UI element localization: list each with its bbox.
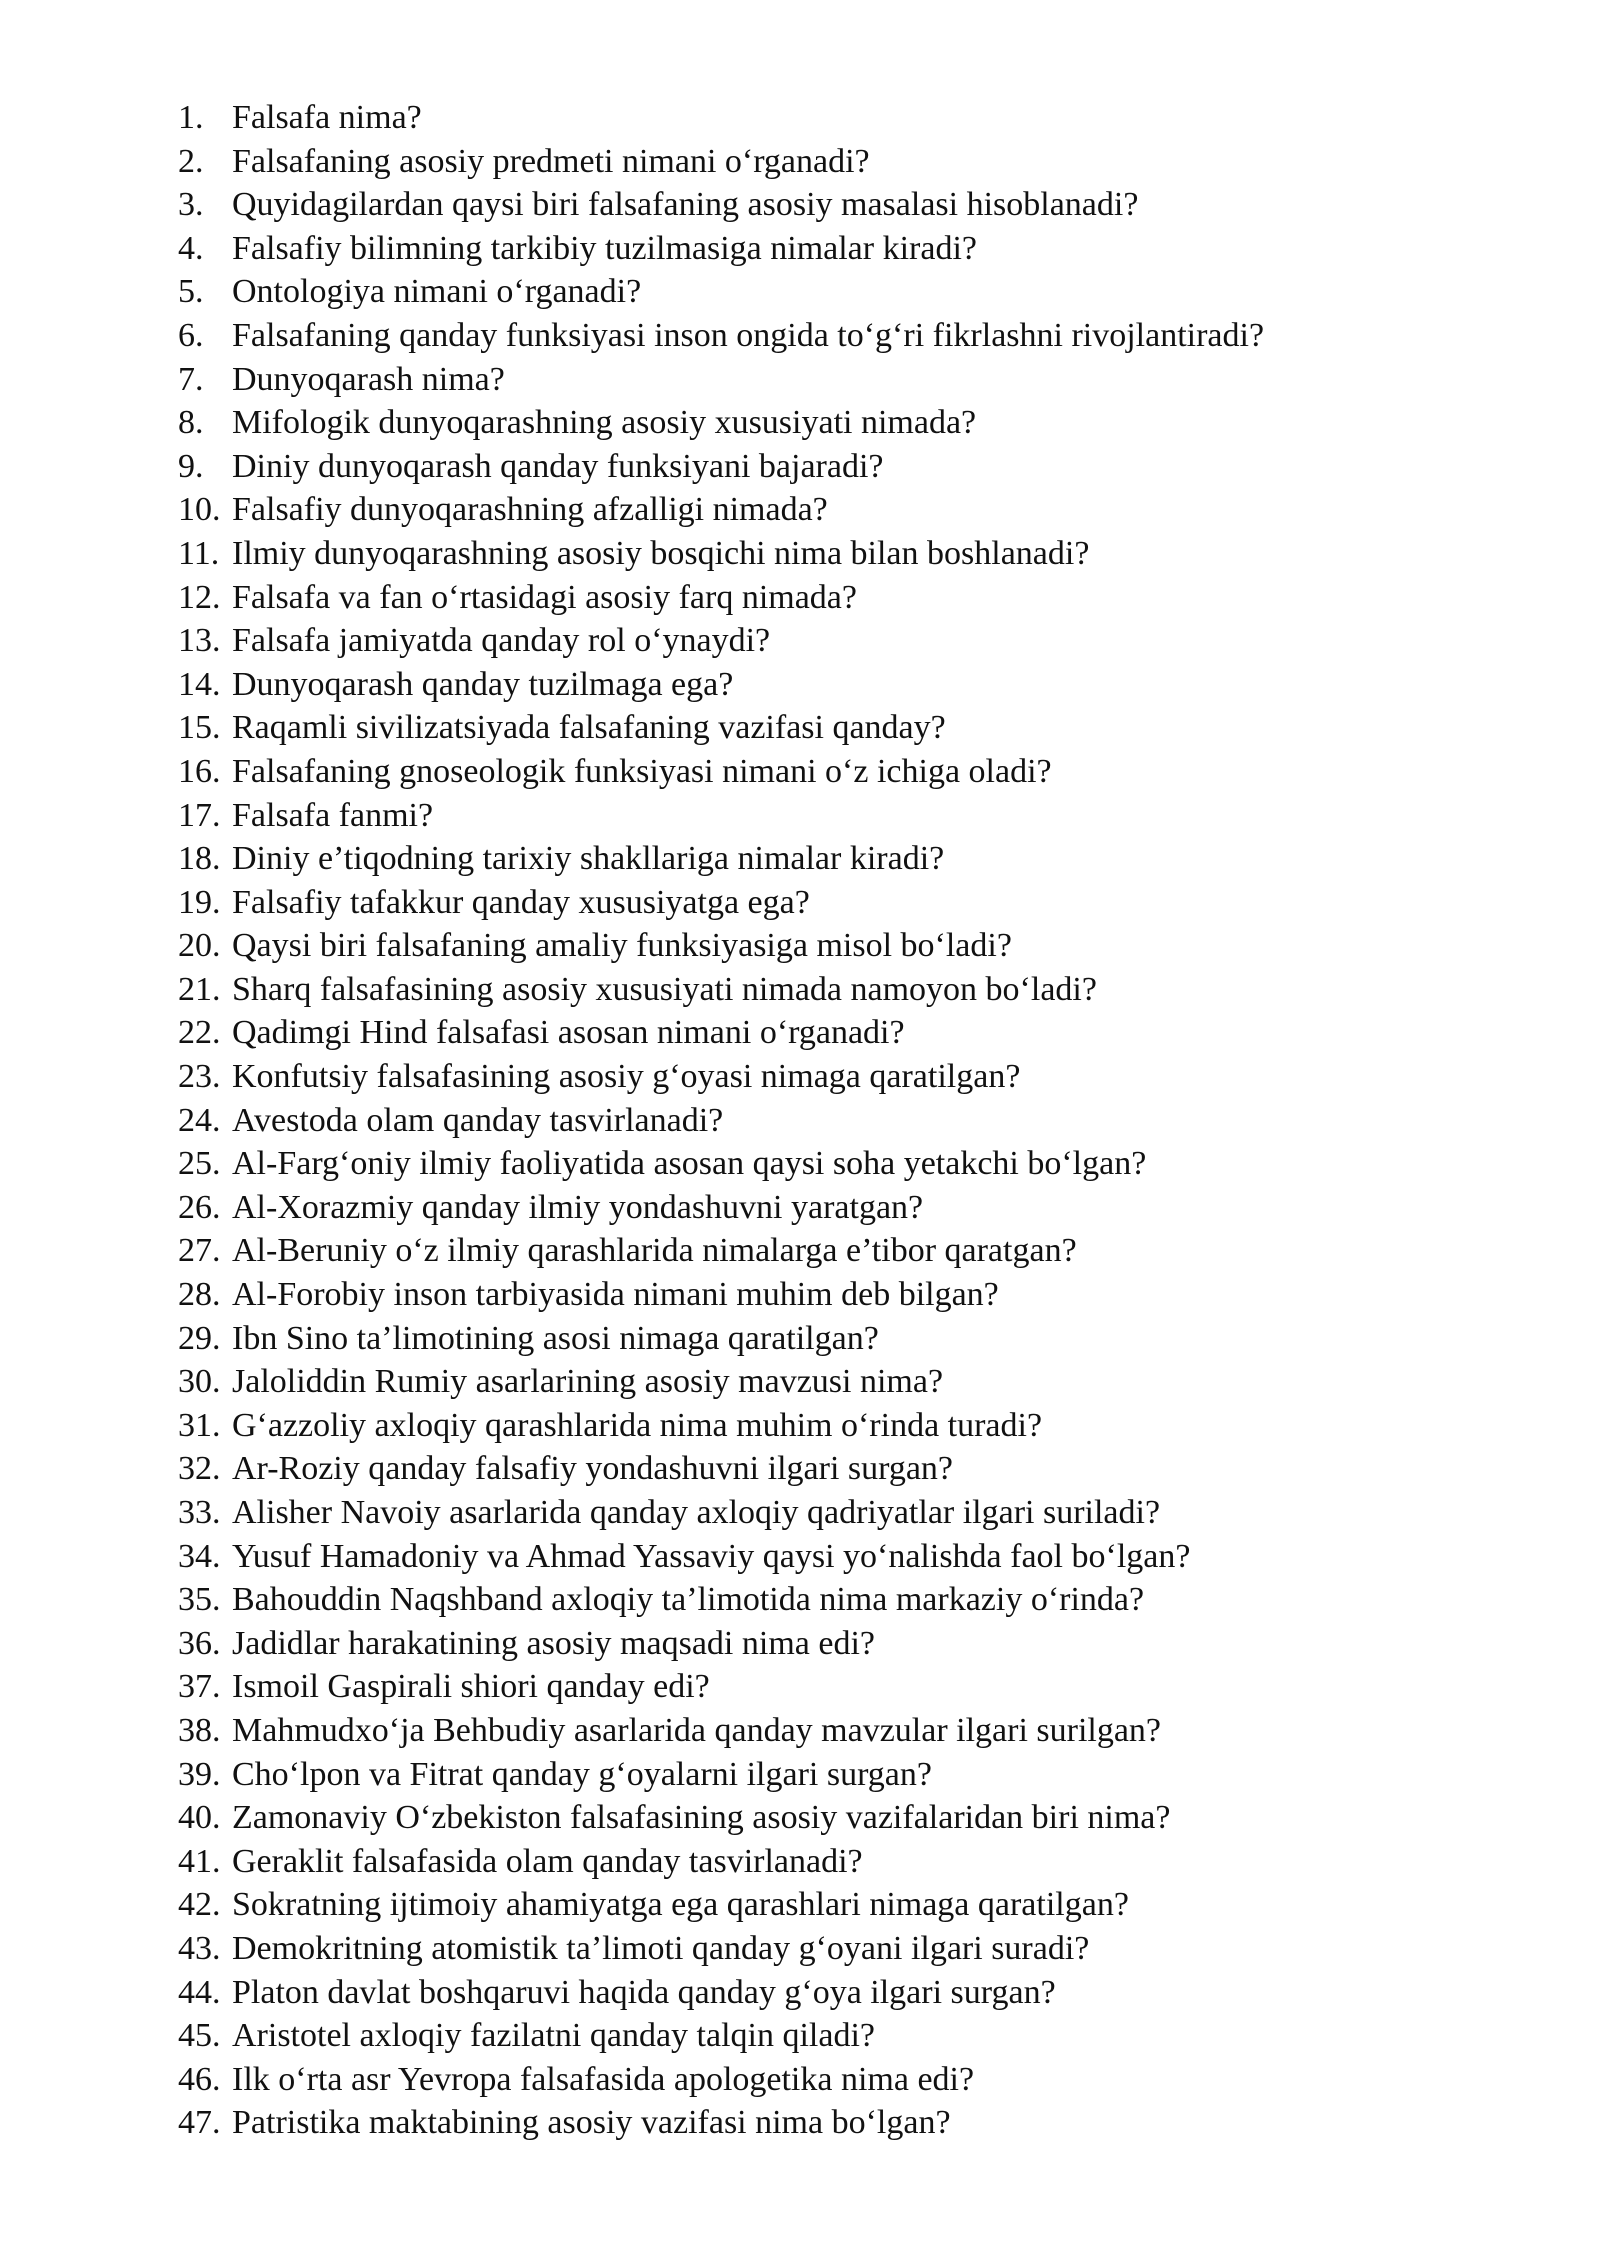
question-item: [178, 2101, 1264, 2145]
question-item: [178, 1186, 1264, 1230]
question-number: 9.: [178, 447, 204, 485]
question-number: 3.: [178, 186, 204, 224]
question-text: Alisher Navoiy asarlarida qanday axloqiy qadriyatlar ilgari suriladi?: [232, 1494, 1161, 1531]
question-item: [178, 968, 1264, 1012]
question-item: [178, 314, 1264, 358]
question-number: 27.: [178, 1232, 221, 1270]
question-text: Falsafiy tafakkur qanday xususiyatga ega?: [232, 883, 810, 921]
question-item: [178, 401, 1264, 445]
question-text: Ar-Roziy qanday falsafiy yondashuvni ilgari surgan?: [232, 1450, 954, 1488]
question-text: Al-Xorazmiy qanday ilmiy yondashuvni yaratgan?: [232, 1188, 924, 1226]
question-text: Mahmudxo‘ja Behbudiy asarlarida qanday mavzular ilgari surilgan?: [232, 1711, 1162, 1749]
question-text: Konfutsiy falsafasining asosiy g‘oyasi nimaga qaratilgan?: [232, 1058, 1021, 1096]
question-item: [178, 924, 1264, 968]
question-text: Ilk o‘rta asr Yevropa falsafasida apologetika nima edi?: [232, 2060, 975, 2098]
question-number: 15.: [178, 709, 221, 747]
question-item: [178, 1229, 1264, 1273]
question-item: [178, 1317, 1264, 1361]
question-item: [178, 488, 1264, 532]
question-text: Ilmiy dunyoqarashning asosiy bosqichi nima bilan boshlanadi?: [232, 534, 1090, 572]
question-number: 12.: [178, 578, 221, 616]
question-item: [178, 1796, 1264, 1840]
question-number: 22.: [178, 1014, 221, 1052]
question-text: Falsafaning qanday funksiyasi inson ongida to‘g‘ri fikrlashni rivojlantiradi?: [232, 316, 1265, 354]
question-number: 25.: [178, 1145, 221, 1183]
question-item: [178, 1840, 1264, 1884]
question-text: Avestoda olam qanday tasvirlanadi?: [232, 1101, 724, 1139]
question-text: Dunyoqarash nima?: [232, 360, 505, 398]
question-item: [178, 1927, 1264, 1971]
question-text: Demokritning atomistik ta’limoti qanday g‘oyani ilgari suradi?: [232, 1929, 1090, 1967]
question-text: Bahouddin Naqshband axloqiy ta’limotida nima markaziy o‘rinda?: [232, 1581, 1145, 1619]
question-text: Falsafa jamiyatda qanday rol o‘ynaydi?: [232, 622, 771, 660]
question-text: Falsafa va fan o‘rtasidagi asosiy farq nimada?: [232, 578, 857, 616]
question-text: Al-Farg‘oniy ilmiy faoliyatida asosan qaysi soha yetakchi bo‘lgan?: [232, 1145, 1147, 1183]
question-number: 37.: [178, 1668, 221, 1706]
question-text: Dunyoqarash qanday tuzilmaga ega?: [232, 665, 734, 703]
question-item: [178, 227, 1264, 271]
question-item: [178, 663, 1264, 707]
question-number: 39.: [178, 1755, 221, 1793]
question-number: 11.: [178, 534, 220, 572]
question-text: Diniy e’tiqodning tarixiy shakllariga nimalar kiradi?: [232, 840, 945, 878]
question-number: 47.: [178, 2104, 221, 2142]
question-item: [178, 1273, 1264, 1317]
question-item: [178, 270, 1264, 314]
question-item: [178, 2014, 1264, 2058]
question-text: G‘azzoliy axloqiy qarashlarida nima muhim o‘rinda turadi?: [232, 1406, 1043, 1444]
question-text: Ibn Sino ta’limotining asosi nimaga qaratilgan?: [232, 1319, 879, 1357]
question-number: 6.: [178, 316, 204, 354]
question-number: 38.: [178, 1711, 221, 1749]
question-number: 41.: [178, 1842, 221, 1880]
question-text: Falsafiy dunyoqarashning afzalligi nimada?: [232, 491, 828, 529]
question-number: 30.: [178, 1363, 221, 1401]
question-text: Sharq falsafasining asosiy xususiyati nimada namoyon bo‘ladi?: [232, 970, 1097, 1008]
question-number: 44.: [178, 1973, 221, 2011]
question-number: 19.: [178, 883, 221, 921]
question-item: [178, 837, 1264, 881]
question-number: 7.: [178, 360, 204, 398]
question-text: Falsafaning gnoseologik funksiyasi nimani o‘z ichiga oladi?: [232, 752, 1052, 790]
question-number: 46.: [178, 2060, 221, 2098]
question-text: Jadidlar harakatining asosiy maqsadi nima edi?: [232, 1624, 875, 1662]
question-item: [178, 1404, 1264, 1448]
question-number: 18.: [178, 840, 221, 878]
question-item: [178, 1622, 1264, 1666]
question-item: [178, 183, 1264, 227]
question-item: [178, 1055, 1264, 1099]
question-text: Cho‘lpon va Fitrat qanday g‘oyalarni ilgari surgan?: [232, 1755, 932, 1793]
question-text: Aristotel axloqiy fazilatni qanday talqin qiladi?: [232, 2017, 875, 2055]
question-item: [178, 1665, 1264, 1709]
question-number: 21.: [178, 970, 221, 1008]
question-number: 36.: [178, 1624, 221, 1662]
question-text: Patristika maktabining asosiy vazifasi nima bo‘lgan?: [232, 2104, 951, 2142]
question-item: [178, 532, 1264, 576]
question-item: [178, 1142, 1264, 1186]
question-number: 34.: [178, 1537, 221, 1575]
question-text: Jaloliddin Rumiy asarlarining asosiy mavzusi nima?: [232, 1363, 944, 1401]
question-number: 1.: [178, 99, 204, 136]
question-number: 5.: [178, 273, 204, 311]
question-item: [178, 881, 1264, 925]
question-number: 10.: [178, 491, 221, 529]
question-number: 33.: [178, 1494, 221, 1531]
question-item: [178, 750, 1264, 794]
question-item: [178, 358, 1264, 402]
question-text: Qaysi biri falsafaning amaliy funksiyasiga misol bo‘ladi?: [232, 927, 1012, 965]
question-item: [178, 1099, 1264, 1143]
question-item: [178, 2058, 1264, 2102]
question-number: 42.: [178, 1886, 221, 1924]
question-item: [178, 96, 1264, 140]
question-item: [178, 1535, 1264, 1579]
question-item: [178, 619, 1264, 663]
question-item: [178, 140, 1264, 184]
question-text: Platon davlat boshqaruvi haqida qanday g‘oya ilgari surgan?: [232, 1973, 1056, 2011]
question-number: 35.: [178, 1581, 221, 1619]
question-number: 8.: [178, 404, 204, 442]
question-text: Falsafa nima?: [232, 99, 422, 136]
question-number: 16.: [178, 752, 221, 790]
question-item: [178, 794, 1264, 838]
question-number: 40.: [178, 1799, 221, 1837]
question-list: [178, 96, 1264, 2145]
question-text: Quyidagilardan qaysi biri falsafaning asosiy masalasi hisoblanadi?: [232, 186, 1139, 224]
question-item: [178, 1011, 1264, 1055]
question-item: [178, 576, 1264, 620]
question-text: Falsafiy bilimning tarkibiy tuzilmasiga nimalar kiradi?: [232, 229, 977, 267]
question-text: Mifologik dunyoqarashning asosiy xususiyati nimada?: [232, 404, 977, 442]
question-number: 20.: [178, 927, 221, 965]
question-text: Ismoil Gaspirali shiori qanday edi?: [232, 1668, 710, 1706]
question-text: Zamonaviy O‘zbekiston falsafasining asosiy vazifalaridan biri nima?: [232, 1799, 1171, 1837]
question-item: [178, 1971, 1264, 2015]
question-item: [178, 1753, 1264, 1797]
question-item: [178, 445, 1264, 489]
question-text: Yusuf Hamadoniy va Ahmad Yassaviy qaysi yo‘nalishda faol bo‘lgan?: [232, 1537, 1191, 1575]
question-number: 43.: [178, 1929, 221, 1967]
question-item: [178, 1360, 1264, 1404]
question-text: Al-Forobiy inson tarbiyasida nimani muhim deb bilgan?: [232, 1276, 999, 1314]
question-number: 23.: [178, 1058, 221, 1096]
question-item: [178, 1578, 1264, 1622]
question-text: Al-Beruniy o‘z ilmiy qarashlarida nimalarga e’tibor qaratgan?: [232, 1232, 1077, 1270]
question-number: 17.: [178, 796, 221, 834]
question-item: [178, 1709, 1264, 1753]
question-number: 2.: [178, 142, 204, 180]
question-number: 13.: [178, 622, 221, 660]
question-number: 24.: [178, 1101, 221, 1139]
question-text: Diniy dunyoqarash qanday funksiyani bajaradi?: [232, 447, 884, 485]
question-text: Sokratning ijtimoiy ahamiyatga ega qarashlari nimaga qaratilgan?: [232, 1886, 1129, 1924]
question-number: 29.: [178, 1319, 221, 1357]
question-item: [178, 1491, 1264, 1535]
question-item: [178, 706, 1264, 750]
question-text: Ontologiya nimani o‘rganadi?: [232, 273, 642, 311]
question-number: 45.: [178, 2017, 221, 2055]
question-item: [178, 1447, 1264, 1491]
question-number: 14.: [178, 665, 221, 703]
question-number: 31.: [178, 1406, 221, 1444]
question-text: Falsafa fanmi?: [232, 796, 434, 834]
question-text: Falsafaning asosiy predmeti nimani o‘rganadi?: [232, 142, 870, 180]
question-number: 28.: [178, 1276, 221, 1314]
question-item: [178, 1883, 1264, 1927]
question-text: Geraklit falsafasida olam qanday tasvirlanadi?: [232, 1842, 863, 1880]
question-text: Raqamli sivilizatsiyada falsafaning vazifasi qanday?: [232, 709, 946, 747]
question-number: 32.: [178, 1450, 221, 1488]
question-text: Qadimgi Hind falsafasi asosan nimani o‘rganadi?: [232, 1014, 905, 1052]
question-number: 4.: [178, 229, 204, 267]
question-number: 26.: [178, 1188, 221, 1226]
